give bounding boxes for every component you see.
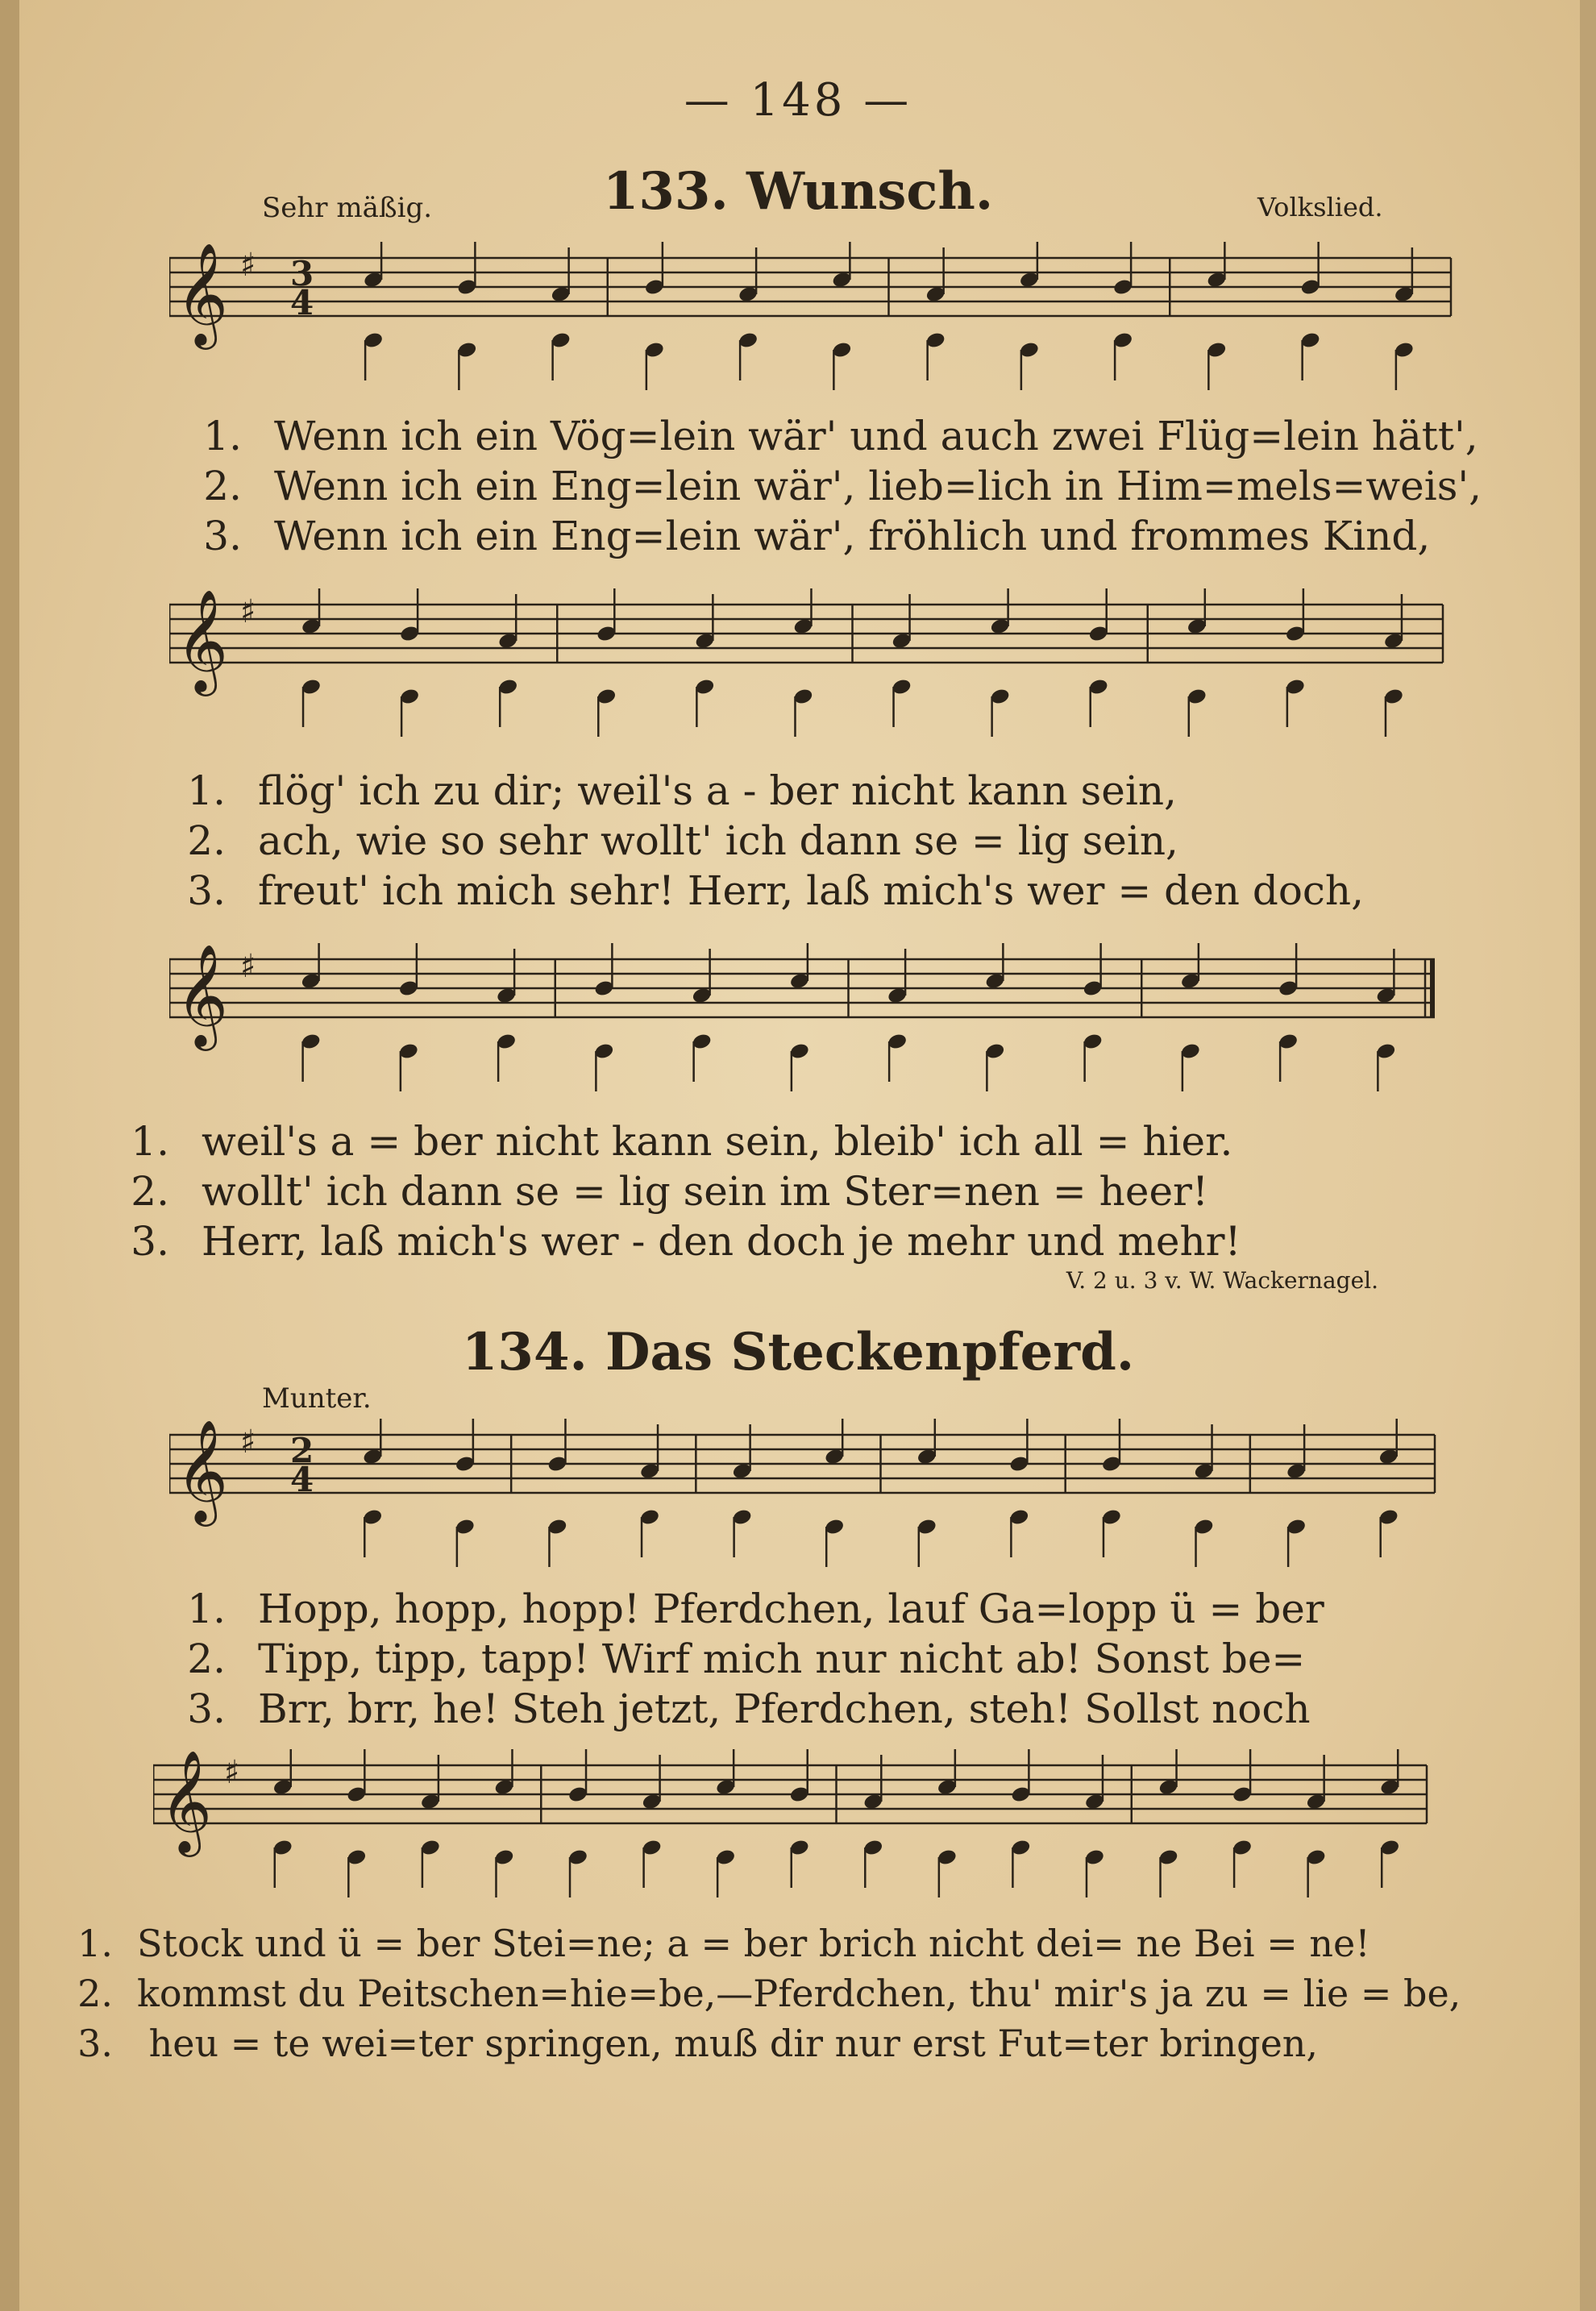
page-number: — 148 — [684, 74, 912, 127]
lyric-line: 2. Tipp, tipp, tapp! Wirf mich nur nicht ab! Sonst be= [187, 1636, 1306, 1682]
lyric-line: 2. wollt' ich dann se = lig sein im Ster=nen = heer! [131, 1168, 1209, 1215]
treble-clef: 𝄞 [176, 1419, 229, 1522]
lyric-line: 2. Wenn ich ein Eng=lein wär', lieb=lich in Him=mels=weis', [203, 463, 1482, 509]
lyrics-block [97, 1116, 1241, 1266]
music-staff [169, 588, 1459, 750]
treble-clef: 𝄞 [176, 242, 229, 345]
key-signature-sharp: ♯ [240, 247, 256, 284]
music-staff [169, 1419, 1459, 1580]
lyricist-credit: V. 2 u. 3 v. W. Wackernagel. [1066, 1267, 1378, 1294]
treble-clef: 𝄞 [176, 588, 229, 692]
key-signature-sharp: ♯ [240, 948, 256, 985]
song-title-134: 134. Das Steckenpferd. [461, 1322, 1135, 1382]
time-signature-top: 2 [290, 1431, 314, 1470]
lyric-line: 2. ach, wie so sehr wollt' ich dann se = lig sein, [187, 817, 1178, 864]
key-signature-sharp: ♯ [224, 1754, 240, 1791]
lyrics-block [169, 411, 1482, 561]
treble-clef: 𝄞 [176, 943, 229, 1046]
lyric-line: 1. Stock und ü = ber Stei=ne; a = ber brich nicht dei= ne Bei = ne! [77, 1922, 1370, 1965]
time-signature-top: 3 [290, 254, 314, 293]
lyric-line: 1. flög' ich zu dir; weil's a - ber nicht kann sein, [187, 767, 1177, 814]
page-edge-right [1580, 0, 1596, 2311]
time-signature-bottom: 4 [290, 283, 314, 322]
lyrics-block [153, 1584, 1324, 1734]
music-staff [169, 242, 1459, 403]
lyric-line: 3. Herr, laß mich's wer - den doch je mehr und mehr! [131, 1218, 1241, 1265]
treble-clef: 𝄞 [160, 1749, 213, 1852]
tempo-marking-133: Sehr mäßig. [262, 192, 433, 224]
music-staff [169, 943, 1459, 1104]
time-signature-bottom: 4 [290, 1460, 314, 1499]
lyrics-block [153, 766, 1364, 916]
lyric-line: 3. Wenn ich ein Eng=lein wär', fröhlich und frommes Kind, [203, 513, 1431, 559]
lyric-line: 1. weil's a = ber nicht kann sein, bleib' ich all = hier. [131, 1118, 1233, 1165]
key-signature-sharp: ♯ [240, 1424, 256, 1461]
music-staff [153, 1749, 1443, 1910]
lyrics-block [64, 1918, 1461, 2068]
lyric-line: 3. Brr, brr, he! Steh jetzt, Pferdchen, steh! Sollst noch [187, 1685, 1311, 1732]
song-source: Volkslied. [1257, 192, 1383, 222]
lyric-line: 1. Hopp, hopp, hopp! Pferdchen, lauf Ga=lopp ü = ber [187, 1586, 1324, 1632]
lyric-line: 1. Wenn ich ein Vög=lein wär' und auch zwei Flüg=lein hätt', [203, 413, 1478, 459]
lyric-line: 3. freut' ich mich sehr! Herr, laß mich's wer = den doch, [187, 867, 1365, 914]
lyric-line: 2. kommst du Peitschen=hie=be,—Pferdchen, thu' mir's ja zu = lie = be, [77, 1972, 1461, 2015]
tempo-marking-134: Munter. [262, 1382, 372, 1415]
song-title-133: 133. Wunsch. [602, 161, 994, 222]
page-edge-left [0, 0, 19, 2311]
lyric-line: 3. heu = te wei=ter springen, muß dir nur erst Fut=ter bringen, [77, 2022, 1319, 2065]
key-signature-sharp: ♯ [240, 593, 256, 630]
